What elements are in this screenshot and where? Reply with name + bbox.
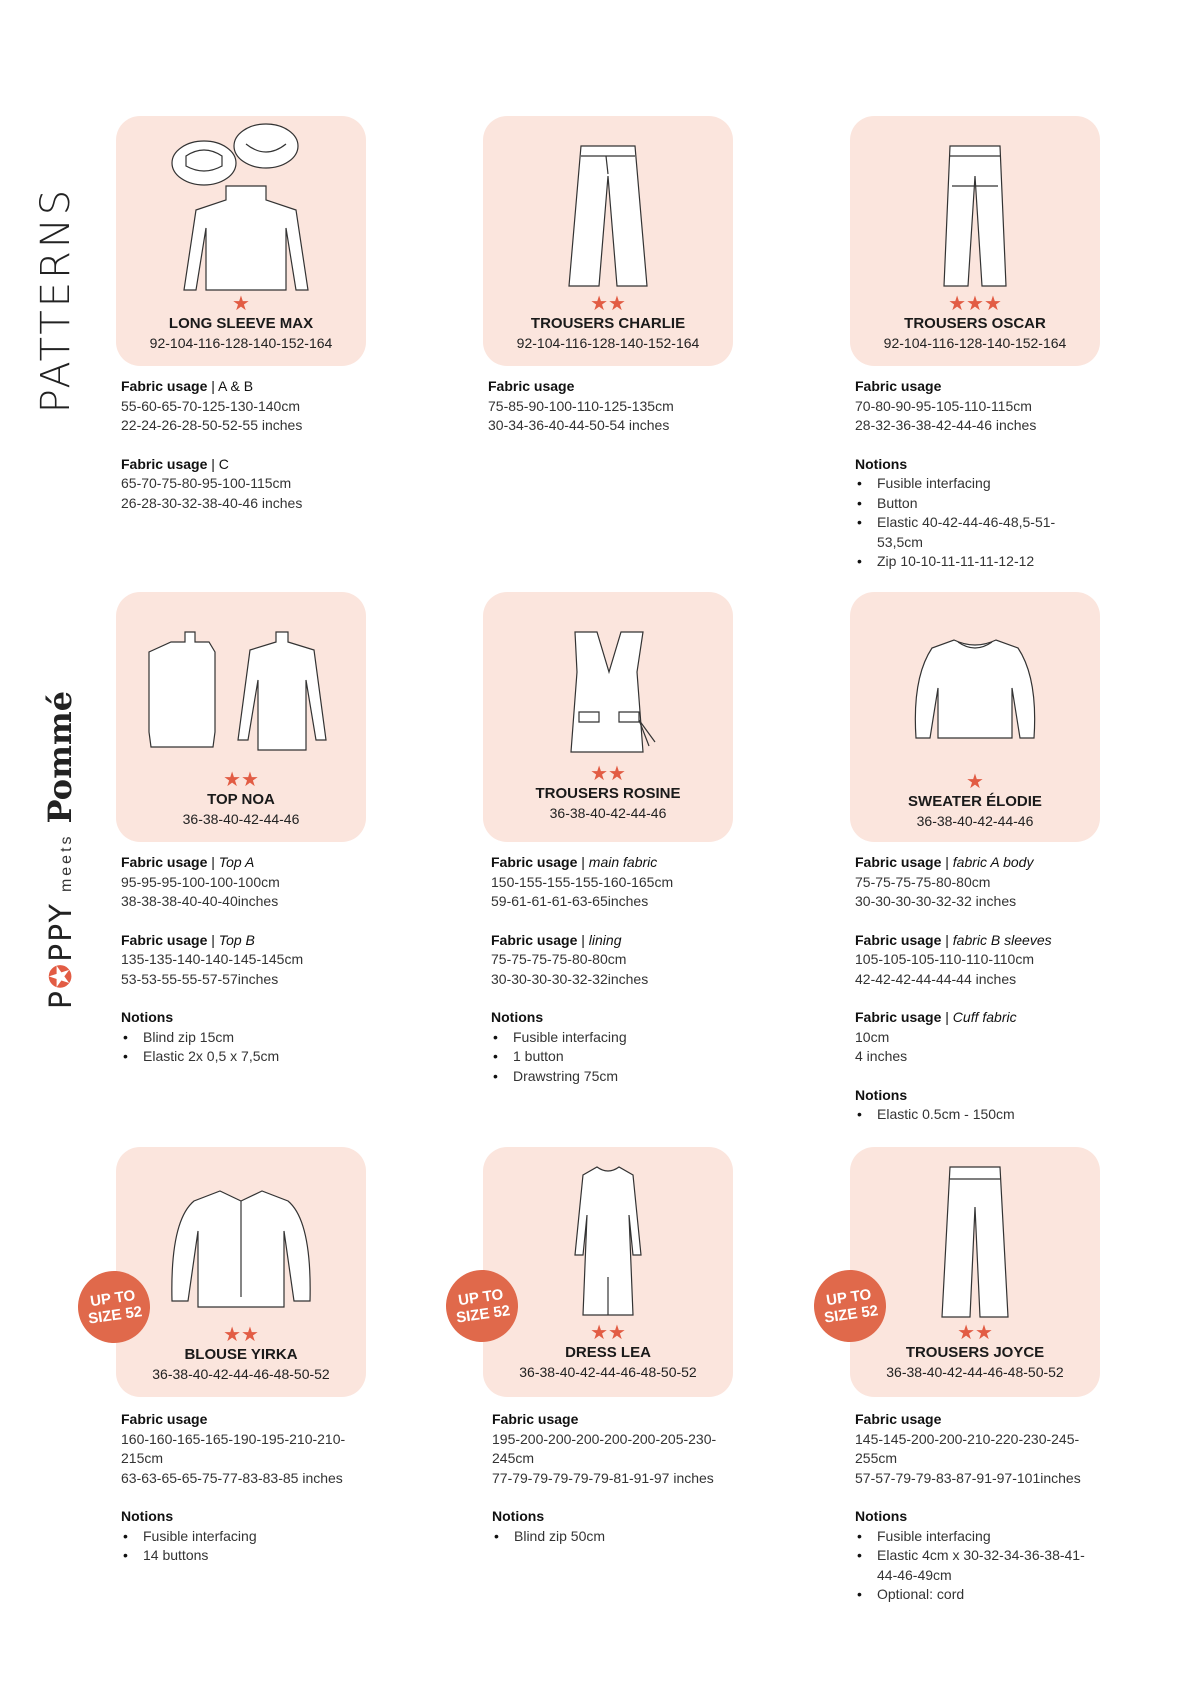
- pattern-sizes: 36-38-40-42-44-46-48-50-52: [519, 1364, 697, 1380]
- difficulty-stars: ★★: [957, 1322, 993, 1344]
- wide-trousers-icon: [483, 116, 733, 296]
- pattern-sizes: 36-38-40-42-44-46: [182, 811, 300, 827]
- pattern-title: TROUSERS JOYCE: [905, 1344, 1045, 1361]
- difficulty-stars: ★★: [223, 1324, 259, 1346]
- difficulty-stars: ★★★: [948, 293, 1002, 315]
- pattern-card-trousers-oscar[interactable]: [850, 116, 1100, 366]
- pattern-info-trousers-rosine: Fabric usage | main fabric 150-155-155-155-160-165cm 59-61-61-61-63-65inches Fabric usage | lining 75-75-75-75-80-80cm 30-30-30-30-32-32inches Notions • Fusible interfacing • 1 button • Drawstring 75cm: [491, 853, 741, 1105]
- pattern-info-sweater-elodie: Fabric usage | fabric A body 75-75-75-75-80-80cm 30-30-30-30-32-32 inches Fabric usage | fabric B sleeves 105-105-105-110-110-110cm 42-42-42-44-44-44 inches Fabric usage | Cuff fabric 10cm 4 inches Notions • Elastic 0.5cm - 150cm: [855, 853, 1105, 1144]
- pattern-card-long-sleeve-max[interactable]: [116, 116, 366, 366]
- page-title-text: PATTERNS: [33, 186, 79, 414]
- brand-poppy: P✪PPY: [44, 902, 79, 1010]
- pattern-sizes: 36-38-40-42-44-46-48-50-52: [152, 1366, 330, 1382]
- pattern-sizes: 92-104-116-128-140-152-164: [149, 335, 333, 351]
- pattern-sizes: 36-38-40-42-44-46: [549, 805, 667, 821]
- sweater-icon: [850, 592, 1100, 772]
- pattern-title: TROUSERS CHARLIE: [530, 315, 686, 332]
- pattern-info-trousers-oscar: Fabric usage 70-80-90-95-105-110-115cm 28-32-36-38-42-44-46 inches Notions • Fusible interfacing • Button • Elastic 40-42-44-46-48,5-51-53,5cm • Zip 10-10-11-11-11-12-12: [855, 377, 1105, 591]
- page-title: [33, 186, 79, 414]
- poppy-star-icon: ✪: [44, 961, 79, 990]
- pattern-title: TROUSERS ROSINE: [535, 785, 681, 802]
- pattern-title: BLOUSE YIRKA: [184, 1346, 298, 1363]
- brand-logo: [30, 690, 90, 1010]
- tops-icon: [116, 592, 366, 772]
- difficulty-stars: ★★: [223, 769, 259, 791]
- dress-icon: [483, 1147, 733, 1327]
- pattern-sizes: 92-104-116-128-140-152-164: [516, 335, 700, 351]
- pattern-card-trousers-rosine[interactable]: [483, 592, 733, 842]
- difficulty-stars: ★★: [590, 293, 626, 315]
- brand-pomme: Pommé: [41, 690, 79, 824]
- wide-leg-trousers-icon: [850, 1147, 1100, 1327]
- pattern-title: TROUSERS OSCAR: [904, 315, 1046, 332]
- pattern-card-dress-lea[interactable]: [483, 1147, 733, 1397]
- difficulty-stars: ★: [966, 771, 984, 793]
- blouse-icon: [116, 1147, 366, 1327]
- turtleneck-sweater-icon: [116, 116, 366, 296]
- pattern-info-dress-lea: Fabric usage 195-200-200-200-200-200-205-230-245cm 77-79-79-79-79-79-81-91-97 inches Notions • Blind zip 50cm: [492, 1410, 722, 1565]
- difficulty-stars: ★★: [590, 763, 626, 785]
- pattern-title: TOP NOA: [207, 791, 275, 808]
- pattern-card-top-noa[interactable]: [116, 592, 366, 842]
- pattern-info-long-sleeve-max: Fabric usage | A & B 55-60-65-70-125-130-140cm 22-24-26-28-50-52-55 inches Fabric usage | C 65-70-75-80-95-100-115cm 26-28-30-32-38-40-46 inches: [121, 378, 303, 511]
- size-badge: UP TO SIZE 52: [441, 1265, 522, 1346]
- brand-meets: meets: [58, 833, 75, 893]
- pattern-title: SWEATER ÉLODIE: [908, 793, 1042, 810]
- pattern-card-trousers-charlie[interactable]: [483, 116, 733, 366]
- difficulty-stars: ★: [232, 293, 250, 315]
- size-badge: UP TO SIZE 52: [809, 1265, 890, 1346]
- pattern-sizes: 36-38-40-42-44-46: [916, 813, 1034, 829]
- pattern-sizes: 36-38-40-42-44-46-48-50-52: [886, 1364, 1064, 1380]
- pattern-card-blouse-yirka[interactable]: [116, 1147, 366, 1397]
- pattern-sizes: 92-104-116-128-140-152-164: [883, 335, 1067, 351]
- pattern-title: LONG SLEEVE MAX: [168, 315, 314, 332]
- pattern-info-top-noa: Fabric usage | Top A 95-95-95-100-100-100cm 38-38-38-40-40-40inches Fabric usage | Top B 135-135-140-140-145-145cm 53-53-55-55-57-57inches Notions • Blind zip 15cm • Elastic 2x 0,5 x 7,5cm: [121, 853, 371, 1086]
- size-badge: UP TO SIZE 52: [73, 1266, 154, 1347]
- vest-icon: [483, 592, 733, 772]
- pattern-info-trousers-charlie: Fabric usage 75-85-90-100-110-125-135cm 30-34-36-40-44-50-54 inches: [488, 378, 674, 433]
- pattern-card-trousers-joyce[interactable]: [850, 1147, 1100, 1397]
- straight-trousers-icon: [850, 116, 1100, 296]
- pattern-info-trousers-joyce: Fabric usage 145-145-200-200-210-220-230-245-255cm 57-57-79-79-83-87-91-97-101inches Notions • Fusible interfacing • Elastic 4cm x 30-32-34-36-38-41-44-46-49cm • Optional: cord: [855, 1410, 1095, 1624]
- pattern-card-sweater-elodie[interactable]: [850, 592, 1100, 842]
- difficulty-stars: ★★: [590, 1322, 626, 1344]
- pattern-info-blouse-yirka: Fabric usage 160-160-165-165-190-195-210-210-215cm 63-63-65-65-75-77-83-83-85 inches Notions • Fusible interfacing • 14 buttons: [121, 1410, 361, 1585]
- pattern-title: DRESS LEA: [565, 1344, 651, 1361]
